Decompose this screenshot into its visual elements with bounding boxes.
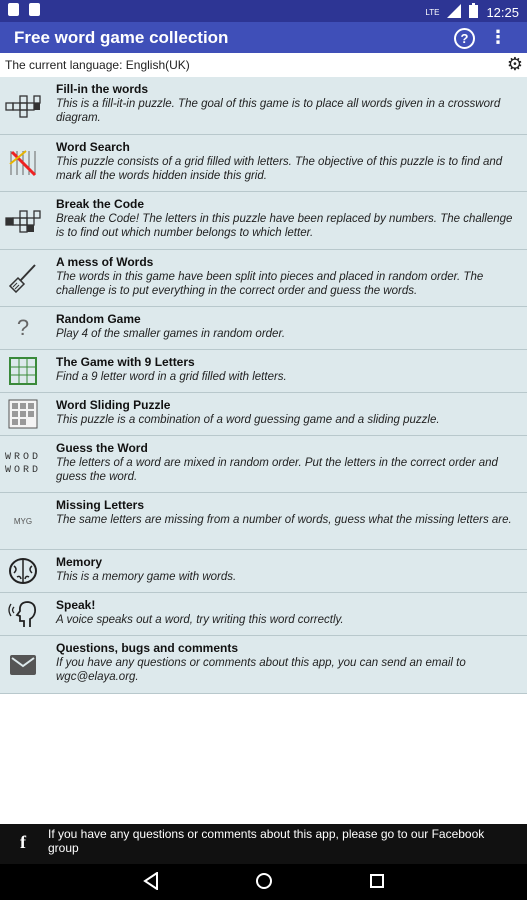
game-description: Play 4 of the smaller games in random order.	[56, 328, 286, 340]
game-item-break-code[interactable]	[0, 192, 527, 250]
code-grid-icon	[4, 206, 42, 236]
game-description: This is a memory game with words.	[56, 571, 237, 583]
game-title: Speak!	[56, 598, 96, 612]
game-description: The letters of a word are mixed in random order. Put the letters in the correct order and guess the word.	[56, 457, 498, 483]
game-title: Word Sliding Puzzle	[56, 398, 171, 412]
game-title: The Game with 9 Letters	[56, 355, 195, 369]
game-title: Random Game	[56, 312, 141, 326]
facebook-message: If you have any questions or comments about this app, please go to our Facebook group	[48, 827, 485, 855]
game-description: This puzzle is a combination of a word guessing game and a sliding puzzle.	[56, 414, 440, 426]
settings-gear-icon[interactable]: ⚙	[506, 54, 523, 74]
back-button[interactable]	[143, 872, 161, 895]
game-item-random[interactable]	[0, 307, 527, 350]
game-description: The words in this game have been split into pieces and placed in random order. The challenge is to put everything in the correct order and guess the words.	[56, 271, 484, 297]
game-title: Word Search	[56, 140, 130, 154]
speaking-head-icon	[4, 599, 42, 629]
scramble-bottom-text: WORD	[4, 465, 41, 476]
word-search-icon	[4, 148, 42, 178]
missing-sample-text: MYG	[13, 516, 33, 526]
battery-icon	[469, 3, 478, 21]
status-time: 12:25	[486, 4, 519, 20]
recents-button[interactable]	[368, 872, 386, 895]
signal-icon	[447, 4, 461, 21]
home-button[interactable]	[255, 872, 273, 895]
game-description: This puzzle consists of a grid filled with letters. The objective of this puzzle is to find and mark all the words hidden inside this grid.	[56, 156, 503, 182]
game-title: Guess the Word	[56, 441, 148, 455]
game-description: The same letters are missing from a number of words, guess what the missing letters are.	[56, 514, 512, 526]
word-scramble-icon	[4, 449, 42, 479]
sliding-puzzle-icon	[4, 399, 42, 429]
language-label: The current language:	[5, 58, 123, 72]
game-item-fill-in[interactable]	[0, 77, 527, 135]
app-title: Free word game collection	[14, 28, 229, 47]
game-title: Fill-in the words	[56, 82, 148, 96]
crossword-grid-icon	[4, 91, 42, 121]
language-value: English(UK)	[125, 58, 190, 72]
navigation-bar	[0, 864, 527, 900]
feedback-description: If you have any questions or comments about this app, you can send an email to wgc@elaya.org.	[56, 657, 466, 683]
network-label: LTE	[425, 7, 440, 17]
game-description: Break the Code! The letters in this puzzle have been replaced by numbers. The challenge is to find out which number belongs to which letter.	[56, 213, 513, 239]
game-item-speak[interactable]	[0, 593, 527, 636]
facebook-banner[interactable]	[0, 824, 527, 864]
game-title: A mess of Words	[56, 255, 154, 269]
overflow-menu-button[interactable]: ⋮	[489, 27, 507, 47]
brain-icon	[4, 556, 42, 586]
game-description: A voice speaks out a word, try writing this word correctly.	[56, 614, 344, 626]
game-item-sliding[interactable]	[0, 393, 527, 436]
email-icon	[4, 650, 42, 680]
game-title: Break the Code	[56, 197, 145, 211]
facebook-icon: f	[20, 832, 26, 852]
game-item-guess-word[interactable]	[0, 436, 527, 493]
help-button[interactable]: ?	[454, 28, 475, 49]
sd-card-icon	[8, 3, 19, 16]
status-bar	[0, 0, 527, 22]
game-title: Memory	[56, 555, 103, 569]
feedback-item[interactable]	[0, 636, 527, 694]
scramble-top-text: WROD	[4, 452, 41, 463]
game-item-memory[interactable]	[0, 550, 527, 593]
missing-letters-icon	[4, 506, 42, 536]
language-bar	[0, 53, 527, 77]
broom-icon	[4, 263, 42, 293]
game-description: This is a fill-it-in puzzle. The goal of this game is to place all words given in a crossword diagram.	[56, 98, 501, 124]
game-item-nine-letters[interactable]	[0, 350, 527, 393]
android-icon	[29, 3, 40, 16]
game-title: Missing Letters	[56, 498, 145, 512]
game-item-missing-letters[interactable]	[0, 493, 527, 550]
game-item-word-search[interactable]	[0, 135, 527, 192]
game-item-mess-of-words[interactable]	[0, 250, 527, 307]
nine-letter-grid-icon	[4, 356, 42, 386]
feedback-title: Questions, bugs and comments	[56, 641, 239, 655]
game-description: Find a 9 letter word in a grid filled with letters.	[56, 371, 287, 383]
question-icon: ?	[16, 315, 30, 340]
game-list	[0, 77, 527, 694]
app-bar	[0, 22, 527, 53]
